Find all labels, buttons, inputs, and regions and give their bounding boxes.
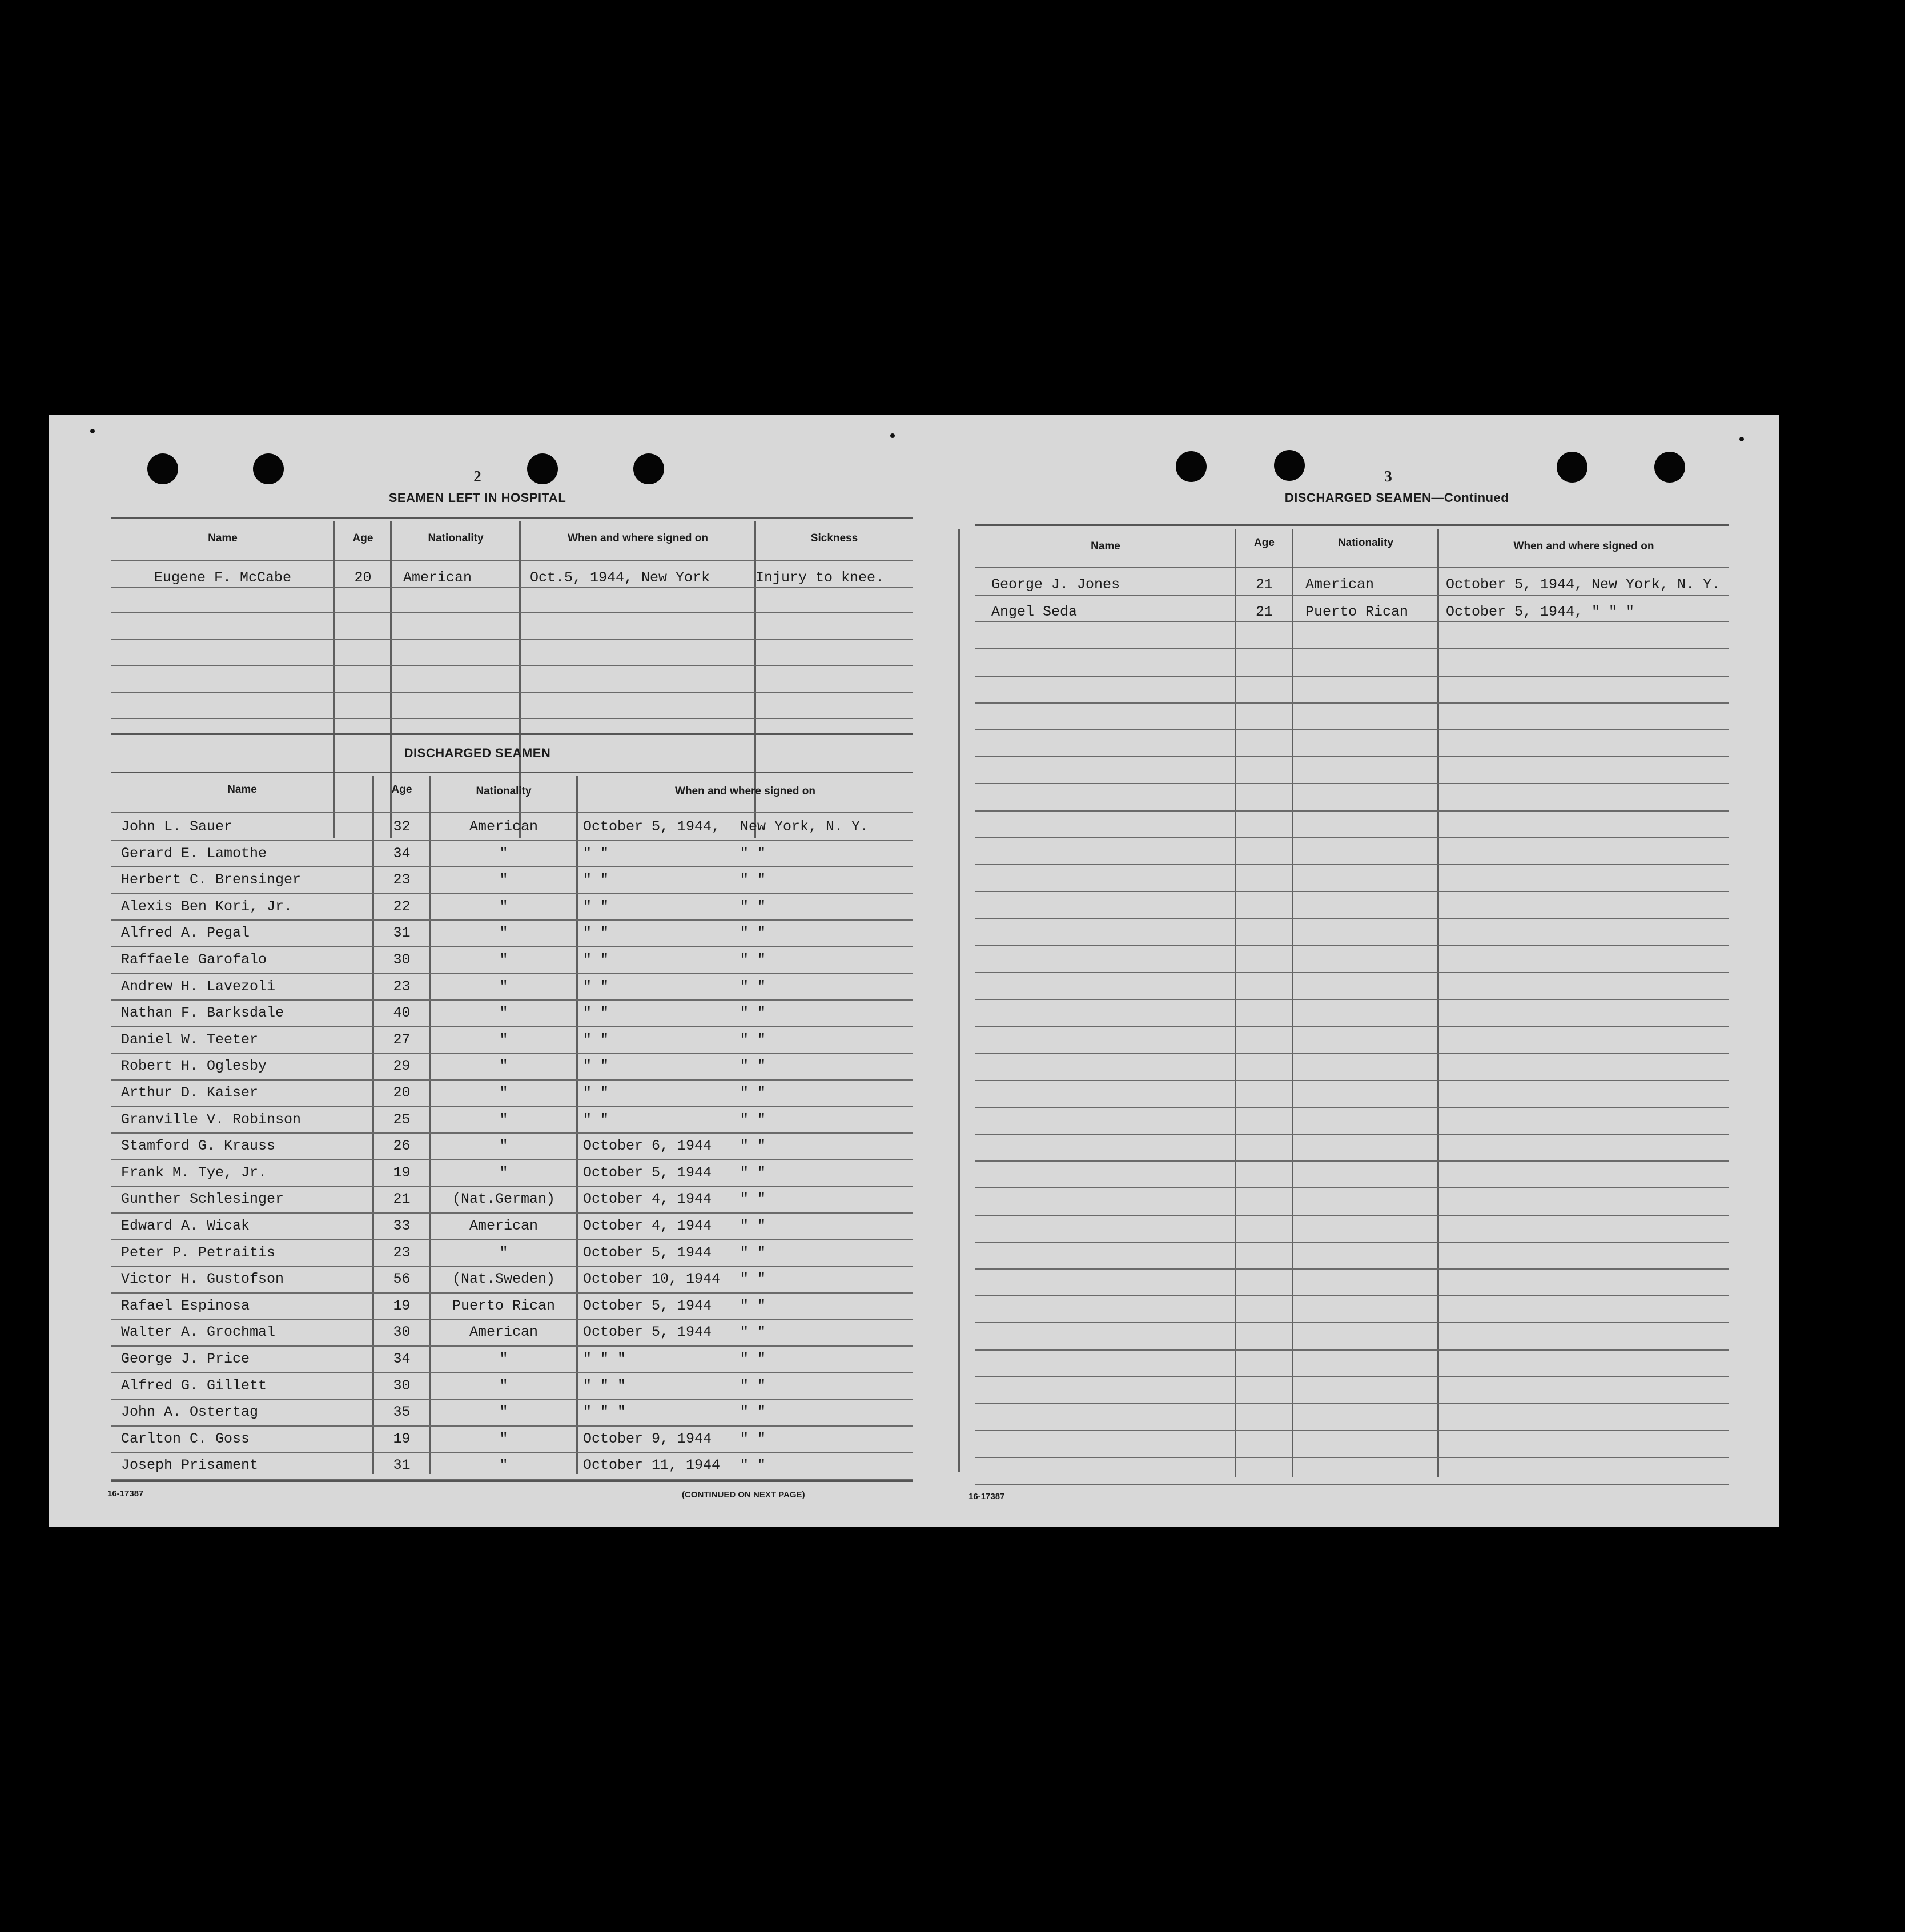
seaman-nationality: " [499,1404,508,1421]
table-rule [111,718,913,719]
table-rule [975,1080,1729,1081]
seaman-name: Carlton C. Goss [121,1430,250,1447]
seaman-nationality: " [499,1138,508,1155]
table-rule [975,567,1729,568]
signed-on-date: " " [583,1005,609,1022]
table-rule [975,837,1729,838]
table-rule [111,587,913,588]
seaman-age: 40 [393,1005,411,1022]
signed-on-date: October 6, 1944 [583,1138,712,1155]
seaman-name: Herbert C. Brensinger [121,871,302,889]
seaman-nationality: Puerto Rican [452,1297,556,1314]
signed-on-place: " " [740,1457,766,1474]
table-rule [975,756,1729,757]
table-rule [111,665,913,666]
seaman-nationality: (Nat.German) [452,1191,556,1208]
seaman-age: 19 [393,1430,411,1447]
table-rule [975,1484,1729,1485]
column-divider [1235,529,1236,1477]
table-rule [111,1053,913,1054]
signed-on-place: " " [740,1005,766,1022]
table-rule [975,918,1729,919]
seaman-age: 23 [393,978,411,995]
table-rule [975,1160,1729,1162]
signed-on: October 5, 1944, New York, N. Y. [1446,576,1721,593]
seaman-age: 23 [393,871,411,889]
signed-on-date: October 5, 1944, [583,818,721,835]
col-header-name: Name [227,784,257,796]
seaman-age: 25 [393,1111,411,1128]
seaman-nationality: " [499,1164,508,1181]
signed-on-date: October 4, 1944 [583,1218,712,1234]
seaman-age: 21 [393,1191,411,1208]
seaman-age: 26 [393,1138,411,1155]
table-rule [975,595,1729,596]
seaman-name: Walter A. Grochmal [121,1324,276,1341]
left-page [49,415,917,1527]
column-divider [1292,529,1293,1477]
seaman-nationality: Puerto Rican [1305,604,1409,620]
table-rule [111,919,913,921]
seaman-nationality: " [499,898,508,915]
seaman-name: John A. Ostertag [121,1404,259,1421]
signed-on-date: " " [583,1058,609,1075]
seaman-name: Joseph Prisament [121,1457,259,1474]
table-rule [975,1268,1729,1270]
signed-on-date: " " [583,1085,609,1101]
table-rule [975,1295,1729,1296]
table-rule [975,1187,1729,1188]
table-rule [975,676,1729,677]
seaman-age: 34 [393,1351,411,1367]
signed-on-date: October 11, 1944 [583,1457,721,1474]
signed-on-date: " " [583,1031,609,1048]
table-rule [111,639,913,640]
table-rule [975,1215,1729,1216]
column-divider [1437,529,1439,1477]
signed-on-date: October 10, 1944 [583,1271,721,1288]
table-rule [111,612,913,613]
seaman-name: Alfred A. Pegal [121,925,250,942]
table-rule [975,972,1729,973]
col-header-signed-on: When and where signed on [1513,540,1654,552]
col-header-name: Name [208,532,238,544]
form-number: 16-17387 [968,1492,1005,1501]
table-rule [111,692,913,693]
signed-on-place: " " [740,951,766,968]
signed-on-place: " " [740,845,766,862]
hospital-nationality: American [403,569,472,586]
table-rule [975,702,1729,704]
seaman-nationality: " [499,1058,508,1075]
seaman-age: 34 [393,845,411,862]
table-rule [975,621,1729,622]
table-rule [111,893,913,894]
signed-on-place: " " [740,1085,766,1101]
seaman-name: Stamford G. Krauss [121,1138,276,1155]
signed-on-date: " " [583,845,609,862]
signed-on-place: New York, N. Y. [740,818,869,835]
signed-on-place: " " [740,1218,766,1234]
seaman-nationality: American [469,1218,538,1234]
table-rule [111,560,913,561]
seaman-age: 19 [393,1164,411,1181]
table-rule [975,1430,1729,1431]
seaman-nationality: " [499,845,508,862]
table-rule [975,1457,1729,1458]
signed-on-place: " " [740,978,766,995]
seaman-name: Victor H. Gustofson [121,1271,284,1288]
table-rule [111,1026,913,1027]
seaman-name: Frank M. Tye, Jr. [121,1164,267,1181]
signed-on-place: " " [740,1404,766,1421]
right-page [917,415,1779,1527]
table-rule [111,999,913,1001]
hospital-signed-on: Oct.5, 1944, New York [530,569,710,586]
table-rule [111,1106,913,1107]
table-rule [111,1479,913,1480]
seaman-age: 30 [393,1324,411,1341]
seaman-name: Daniel W. Teeter [121,1031,259,1048]
table-rule [975,999,1729,1000]
table-rule [975,864,1729,865]
continued-note: (CONTINUED ON NEXT PAGE) [682,1490,805,1500]
signed-on-date: " " " [583,1377,626,1394]
table-rule [975,524,1729,526]
seaman-age: 33 [393,1218,411,1234]
table-rule [111,812,913,813]
signed-on-place: " " [740,1430,766,1447]
seaman-nationality: " [499,1111,508,1128]
seaman-age: 31 [393,925,411,942]
seaman-age: 22 [393,898,411,915]
seaman-name: Alfred G. Gillett [121,1377,267,1394]
seaman-name: Raffaele Garofalo [121,951,267,968]
hospital-name: Eugene F. McCabe [154,569,292,586]
signed-on-date: " " [583,978,609,995]
seaman-age: 27 [393,1031,411,1048]
signed-on-date: October 5, 1944 [583,1244,712,1261]
table-rule [111,1212,913,1214]
table-rule [975,1376,1729,1377]
seaman-name: Nathan F. Barksdale [121,1005,284,1022]
seaman-name: George J. Jones [991,576,1120,593]
seaman-age: 56 [393,1271,411,1288]
signed-on-date: October 9, 1944 [583,1430,712,1447]
table-rule [975,1403,1729,1404]
table-rule [975,1107,1729,1108]
col-header-nationality: Nationality [1337,537,1394,549]
signed-on-place: " " [740,1138,766,1155]
table-rule [111,866,913,867]
seaman-nationality: " [499,1457,508,1474]
signed-on-place: " " [740,1191,766,1208]
seaman-age: 19 [393,1297,411,1314]
signed-on-date: " " [583,871,609,889]
seaman-nationality: (Nat.Sweden) [452,1271,556,1288]
table-rule [975,891,1729,892]
table-rule [975,648,1729,649]
page-number: 3 [1384,468,1392,485]
signed-on-place: " " [740,1351,766,1367]
table-rule [111,1186,913,1187]
seaman-nationality: " [499,925,508,942]
column-divider [958,529,960,1472]
signed-on-place: " " [740,1058,766,1075]
seaman-name: George J. Price [121,1351,250,1367]
signed-on-place: " " [740,871,766,889]
table-rule [975,1242,1729,1243]
continued-section-title: DISCHARGED SEAMEN—Continued [1284,491,1509,505]
table-rule [975,1053,1729,1054]
seaman-age: 30 [393,1377,411,1394]
seaman-nationality: American [1305,576,1375,593]
table-rule [111,1372,913,1373]
table-rule [975,1026,1729,1027]
signed-on-place: " " [740,1297,766,1314]
signed-on-date: " " [583,898,609,915]
signed-on-date: " " [583,1111,609,1128]
signed-on-place: " " [740,1031,766,1048]
table-rule [975,1134,1729,1135]
seaman-name: Gunther Schlesinger [121,1191,284,1208]
table-rule [111,1239,913,1240]
seaman-age: 21 [1255,604,1273,620]
seaman-age: 31 [393,1457,411,1474]
col-header-age: Age [352,532,373,544]
seaman-age: 32 [393,818,411,835]
document-sheet [49,415,1779,1527]
seaman-name: Alexis Ben Kori, Jr. [121,898,293,915]
seaman-name: Granville V. Robinson [121,1111,302,1128]
signed-on-place: " " [740,1244,766,1261]
seaman-name: John L. Sauer [121,818,233,835]
table-rule [111,946,913,947]
discharged-section-title: DISCHARGED SEAMEN [404,746,551,760]
signed-on-place: " " [740,1324,766,1341]
signed-on-place: " " [740,1271,766,1288]
table-rule [111,1345,913,1347]
table-rule [111,1079,913,1081]
form-number: 16-17387 [107,1489,144,1499]
seaman-name: Arthur D. Kaiser [121,1085,259,1101]
seaman-nationality: American [469,1324,538,1341]
table-rule [111,1266,913,1267]
table-rule [111,517,913,519]
col-header-sickness: Sickness [810,532,858,544]
seaman-nationality: American [469,818,538,835]
table-rule [111,973,913,974]
seaman-name: Peter P. Petraitis [121,1244,276,1261]
seaman-nationality: " [499,1005,508,1022]
col-header-signed-on: When and where signed on [568,532,708,544]
page-number: 2 [473,468,481,485]
hospital-sickness: Injury to knee. [755,569,885,586]
table-rule [111,840,913,841]
col-header-signed-on: When and where signed on [675,785,815,797]
signed-on-date: October 4, 1944 [583,1191,712,1208]
seaman-name: Gerard E. Lamothe [121,845,267,862]
table-rule [111,772,913,773]
signed-on-date: October 5, 1944 [583,1324,712,1341]
signed-on-place: " " [740,1111,766,1128]
table-rule [975,1322,1729,1323]
table-rule [111,1319,913,1320]
seaman-nationality: " [499,1430,508,1447]
table-rule [111,1480,913,1482]
signed-on-place: " " [740,1377,766,1394]
seaman-age: 20 [393,1085,411,1101]
table-rule [111,1452,913,1453]
signed-on-date: October 5, 1944 [583,1164,712,1181]
signed-on-date: " " " [583,1404,626,1421]
table-rule [975,729,1729,730]
seaman-age: 29 [393,1058,411,1075]
seaman-age: 35 [393,1404,411,1421]
table-rule [111,733,913,735]
table-rule [975,945,1729,946]
seaman-age: 30 [393,951,411,968]
signed-on-date: " " " [583,1351,626,1367]
signed-on-date: " " [583,951,609,968]
seaman-nationality: " [499,1244,508,1261]
seaman-nationality: " [499,1031,508,1048]
signed-on: October 5, 1944, " " " [1446,604,1635,620]
seaman-nationality: " [499,1377,508,1394]
seaman-name: Robert H. Oglesby [121,1058,267,1075]
table-rule [111,1399,913,1400]
seaman-nationality: " [499,871,508,889]
table-rule [975,810,1729,812]
hospital-age: 20 [354,569,372,586]
col-header-age: Age [391,784,412,796]
col-header-nationality: Nationality [476,785,532,797]
seaman-name: Rafael Espinosa [121,1297,250,1314]
table-rule [111,1425,913,1427]
seaman-name: Edward A. Wicak [121,1218,250,1234]
seaman-nationality: " [499,951,508,968]
signed-on-place: " " [740,925,766,942]
table-rule [111,1132,913,1134]
table-rule [111,1159,913,1160]
seaman-age: 21 [1255,576,1273,593]
signed-on-date: October 5, 1944 [583,1297,712,1314]
table-rule [975,783,1729,784]
signed-on-place: " " [740,1164,766,1181]
table-rule [975,1349,1729,1351]
signed-on-place: " " [740,898,766,915]
col-header-name: Name [1091,540,1120,552]
seaman-age: 23 [393,1244,411,1261]
table-rule [111,1292,913,1294]
seaman-nationality: " [499,1085,508,1101]
seaman-nationality: " [499,1351,508,1367]
seaman-name: Angel Seda [991,604,1078,620]
signed-on-date: " " [583,925,609,942]
col-header-age: Age [1254,537,1275,549]
hospital-section-title: SEAMEN LEFT IN HOSPITAL [388,491,566,505]
seaman-nationality: " [499,978,508,995]
col-header-nationality: Nationality [428,532,484,544]
seaman-name: Andrew H. Lavezoli [121,978,276,995]
